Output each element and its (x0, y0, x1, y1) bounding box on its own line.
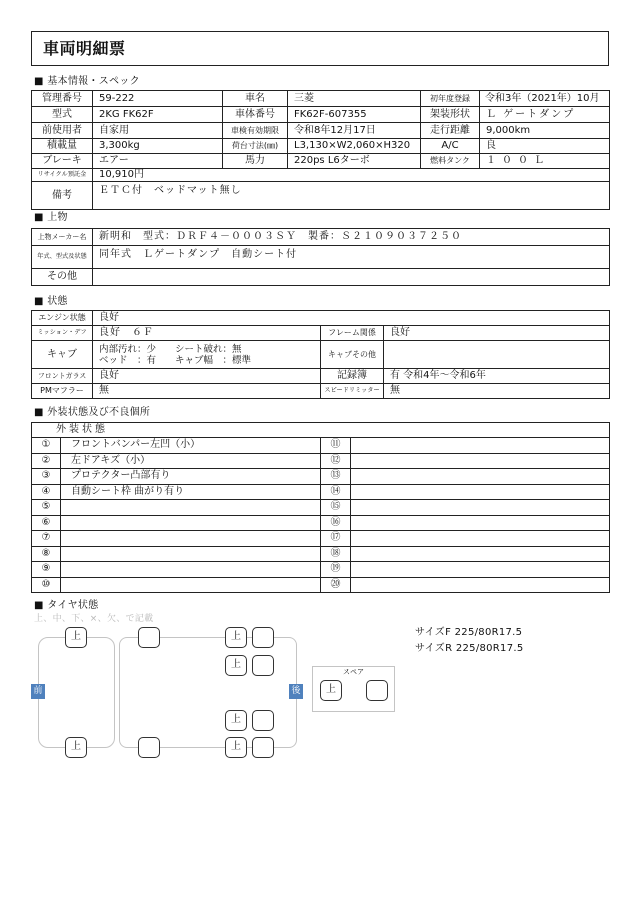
chassis-no-value: FK62F-607355 (288, 107, 421, 123)
bed-dimensions-label: 荷台寸法(㎜) (223, 139, 288, 154)
tire-spare-1: 上 (320, 680, 342, 701)
model-label: 型式 (32, 107, 93, 123)
cab-other-value (384, 341, 610, 369)
section-heading-condition: ■ 状態 (34, 296, 68, 307)
tire-size-front: サイズF 225/80R17.5 (415, 627, 523, 638)
item-description (351, 453, 610, 469)
management-no-label: 管理番号 (32, 91, 93, 107)
mileage-label: 走行距離 (421, 123, 480, 139)
table-row (32, 123, 610, 139)
frame-value: 良好 (384, 326, 610, 341)
item-number: ⑱ (321, 546, 351, 562)
inspection-expiry-value: 令和8年12月17日 (288, 123, 421, 139)
item-description (61, 500, 321, 516)
item-number: ② (32, 453, 61, 469)
upper-body-other-value (93, 269, 610, 286)
table-row (32, 546, 610, 562)
item-description (351, 500, 610, 516)
tire-size-rear: サイズR 225/80R17.5 (415, 643, 524, 654)
pm-muffler-label: PMマフラー (32, 384, 93, 399)
item-number: ① (32, 438, 61, 454)
chassis-no-label: 車体番号 (223, 107, 288, 123)
document-title: 車両明細票 (43, 39, 126, 58)
tire-rear-2-inner-top (252, 655, 274, 676)
load-capacity-label: 積載量 (32, 139, 93, 154)
item-number: ⑤ (32, 500, 61, 516)
item-description (351, 546, 610, 562)
item-description: プロテクター凸部有り (61, 469, 321, 485)
tire-rear-2-outer-top (252, 627, 274, 648)
engine-value: 良好 (93, 311, 610, 326)
table-row (32, 311, 610, 326)
item-description (61, 515, 321, 531)
table-header-row (32, 423, 610, 438)
records-value: 有 令和4年～令和6年 (384, 369, 610, 384)
table-row (32, 341, 610, 369)
recycling-deposit-value: 10,910円 (93, 169, 610, 182)
item-number: ⑯ (321, 515, 351, 531)
speed-limiter-value: 無 (384, 384, 610, 399)
item-description (61, 562, 321, 578)
transmission-value: 良好 ６Ｆ (93, 326, 321, 341)
item-number: ⑪ (321, 438, 351, 454)
year-model-condition-label: 年式、型式及状態 (32, 246, 93, 269)
item-description (61, 546, 321, 562)
basic-info-table (31, 90, 610, 210)
remarks-label: 備考 (32, 182, 93, 210)
windshield-value: 良好 (93, 369, 321, 384)
cab-value (93, 341, 321, 369)
windshield-label: フロントガラス (32, 369, 93, 384)
recycling-deposit-label: リサイクル預託金 (32, 169, 93, 182)
first-registration-label: 初年度登録 (421, 91, 480, 107)
table-row (32, 91, 610, 107)
table-row (32, 182, 610, 210)
table-row (32, 229, 610, 246)
remarks-value: ＥＴＣ付 ベッドマット無し (93, 182, 610, 210)
section-heading-exterior: ■ 外装状態及び不良個所 (34, 407, 151, 418)
item-number: ⑧ (32, 546, 61, 562)
year-model-condition-value: 同年式 Ｌゲートダンプ 自動シート付 (93, 246, 610, 269)
cab-value-line: ベッド ：有 キャブ幅 ：標準 (99, 354, 252, 366)
item-number: ⑥ (32, 515, 61, 531)
air-conditioner-value: 良 (480, 139, 610, 154)
first-registration-value: 令和3年（2021年）10月 (480, 91, 610, 107)
pm-muffler-value: 無 (93, 384, 321, 399)
item-number: ⑬ (321, 469, 351, 485)
table-row (32, 326, 610, 341)
table-row (32, 515, 610, 531)
tire-front-1-top: 上 (65, 627, 87, 648)
table-row (32, 469, 610, 485)
brake-label: ブレーキ (32, 154, 93, 169)
item-number: ⑫ (321, 453, 351, 469)
upper-body-maker-value: 新明和 型式：ＤＲＦ４－０００３ＳＹ 製番：Ｓ２１０９０３７２５０ (93, 229, 610, 246)
upper-body-table (31, 228, 610, 286)
item-number: ③ (32, 469, 61, 485)
tire-note: 上、中、下、×、欠、で記載 (34, 614, 154, 624)
mileage-value: 9,000km (480, 123, 610, 139)
item-description (61, 531, 321, 547)
cab-other-label: キャブその他 (321, 341, 384, 369)
tire-spare-2 (366, 680, 388, 701)
table-row (32, 369, 610, 384)
section-heading-upper-body: ■ 上物 (34, 212, 68, 223)
load-capacity-value: 3,300kg (93, 139, 223, 154)
engine-label: エンジン状態 (32, 311, 93, 326)
previous-user-value: 自家用 (93, 123, 223, 139)
cab-value-line: 内部汚れ：少 シート破れ：無 (99, 343, 242, 355)
item-description (351, 577, 610, 593)
frame-label: フレーム関係 (321, 326, 384, 341)
item-number: ⑰ (321, 531, 351, 547)
item-number: ⑩ (32, 577, 61, 593)
table-row (32, 269, 610, 286)
item-number: ⑲ (321, 562, 351, 578)
vehicle-name-value: 三菱 (288, 91, 421, 107)
item-number: ⑮ (321, 500, 351, 516)
item-description (351, 531, 610, 547)
table-row (32, 577, 610, 593)
item-description (351, 438, 610, 454)
section-heading-tire: ■ タイヤ状態 (34, 600, 99, 611)
tire-front-2-bottom (138, 737, 160, 758)
tire-rear-1-outer-top: 上 (225, 627, 247, 648)
table-row (32, 246, 610, 269)
tire-rear-2-inner-bottom (252, 710, 274, 731)
section-heading-basic-info: ■ 基本情報・スペック (34, 76, 140, 87)
condition-table (31, 310, 610, 399)
item-description: 左ドアキズ（小） (61, 453, 321, 469)
cab-outline (38, 637, 115, 748)
item-description (351, 515, 610, 531)
table-row (32, 107, 610, 123)
body-type-label: 架装形状 (421, 107, 480, 123)
item-description (351, 484, 610, 500)
records-label: 記録簿 (321, 369, 384, 384)
front-direction-label: 前 (31, 684, 45, 699)
brake-value: エアー (93, 154, 223, 169)
fuel-tank-label: 燃料タンク (421, 154, 480, 169)
table-row (32, 500, 610, 516)
table-row (32, 154, 610, 169)
horsepower-value: 220ps L6ターボ (288, 154, 421, 169)
tire-rear-2-outer-bottom (252, 737, 274, 758)
bed-dimensions-value: L3,130×W2,060×H320 (288, 139, 421, 154)
model-value: 2KG FK62F (93, 107, 223, 123)
fuel-tank-value: １００Ｌ (480, 154, 610, 169)
tire-rear-1-inner-bottom: 上 (225, 710, 247, 731)
cab-label: キャブ (32, 341, 93, 369)
tire-front-1-bottom: 上 (65, 737, 87, 758)
body-type-value: Ｌ ゲートダンプ (480, 107, 610, 123)
exterior-table (31, 422, 610, 593)
item-number: ④ (32, 484, 61, 500)
item-description (351, 562, 610, 578)
table-row (32, 169, 610, 182)
item-number: ⑳ (321, 577, 351, 593)
tire-rear-1-outer-bottom: 上 (225, 737, 247, 758)
horsepower-label: 馬力 (223, 154, 288, 169)
body-outline (119, 637, 297, 748)
spare-label: スペア (343, 668, 364, 676)
item-number: ⑦ (32, 531, 61, 547)
transmission-label: ミッション・デフ (32, 326, 93, 341)
tire-front-2-top (138, 627, 160, 648)
upper-body-other-label: その他 (32, 269, 93, 286)
table-row (32, 139, 610, 154)
vehicle-name-label: 車名 (223, 91, 288, 107)
item-description (351, 469, 610, 485)
inspection-expiry-label: 車検有効期限 (223, 123, 288, 139)
table-row (32, 531, 610, 547)
item-description: フロントバンパー左凹（小） (61, 438, 321, 454)
title-box (31, 31, 609, 66)
table-row (32, 562, 610, 578)
rear-direction-label: 後 (289, 684, 303, 699)
item-number: ⑭ (321, 484, 351, 500)
tire-rear-1-inner-top: 上 (225, 655, 247, 676)
table-row (32, 384, 610, 399)
item-description (61, 577, 321, 593)
table-row (32, 453, 610, 469)
exterior-header: 外装状態 (32, 423, 610, 438)
table-row (32, 484, 610, 500)
table-row (32, 438, 610, 454)
upper-body-maker-label: 上物メーカー名 (32, 229, 93, 246)
previous-user-label: 前使用者 (32, 123, 93, 139)
management-no-value: 59-222 (93, 91, 223, 107)
air-conditioner-label: A/C (421, 139, 480, 154)
speed-limiter-label: スピードリミッター (321, 384, 384, 399)
item-number: ⑨ (32, 562, 61, 578)
item-description: 自動シート枠 曲がり有り (61, 484, 321, 500)
